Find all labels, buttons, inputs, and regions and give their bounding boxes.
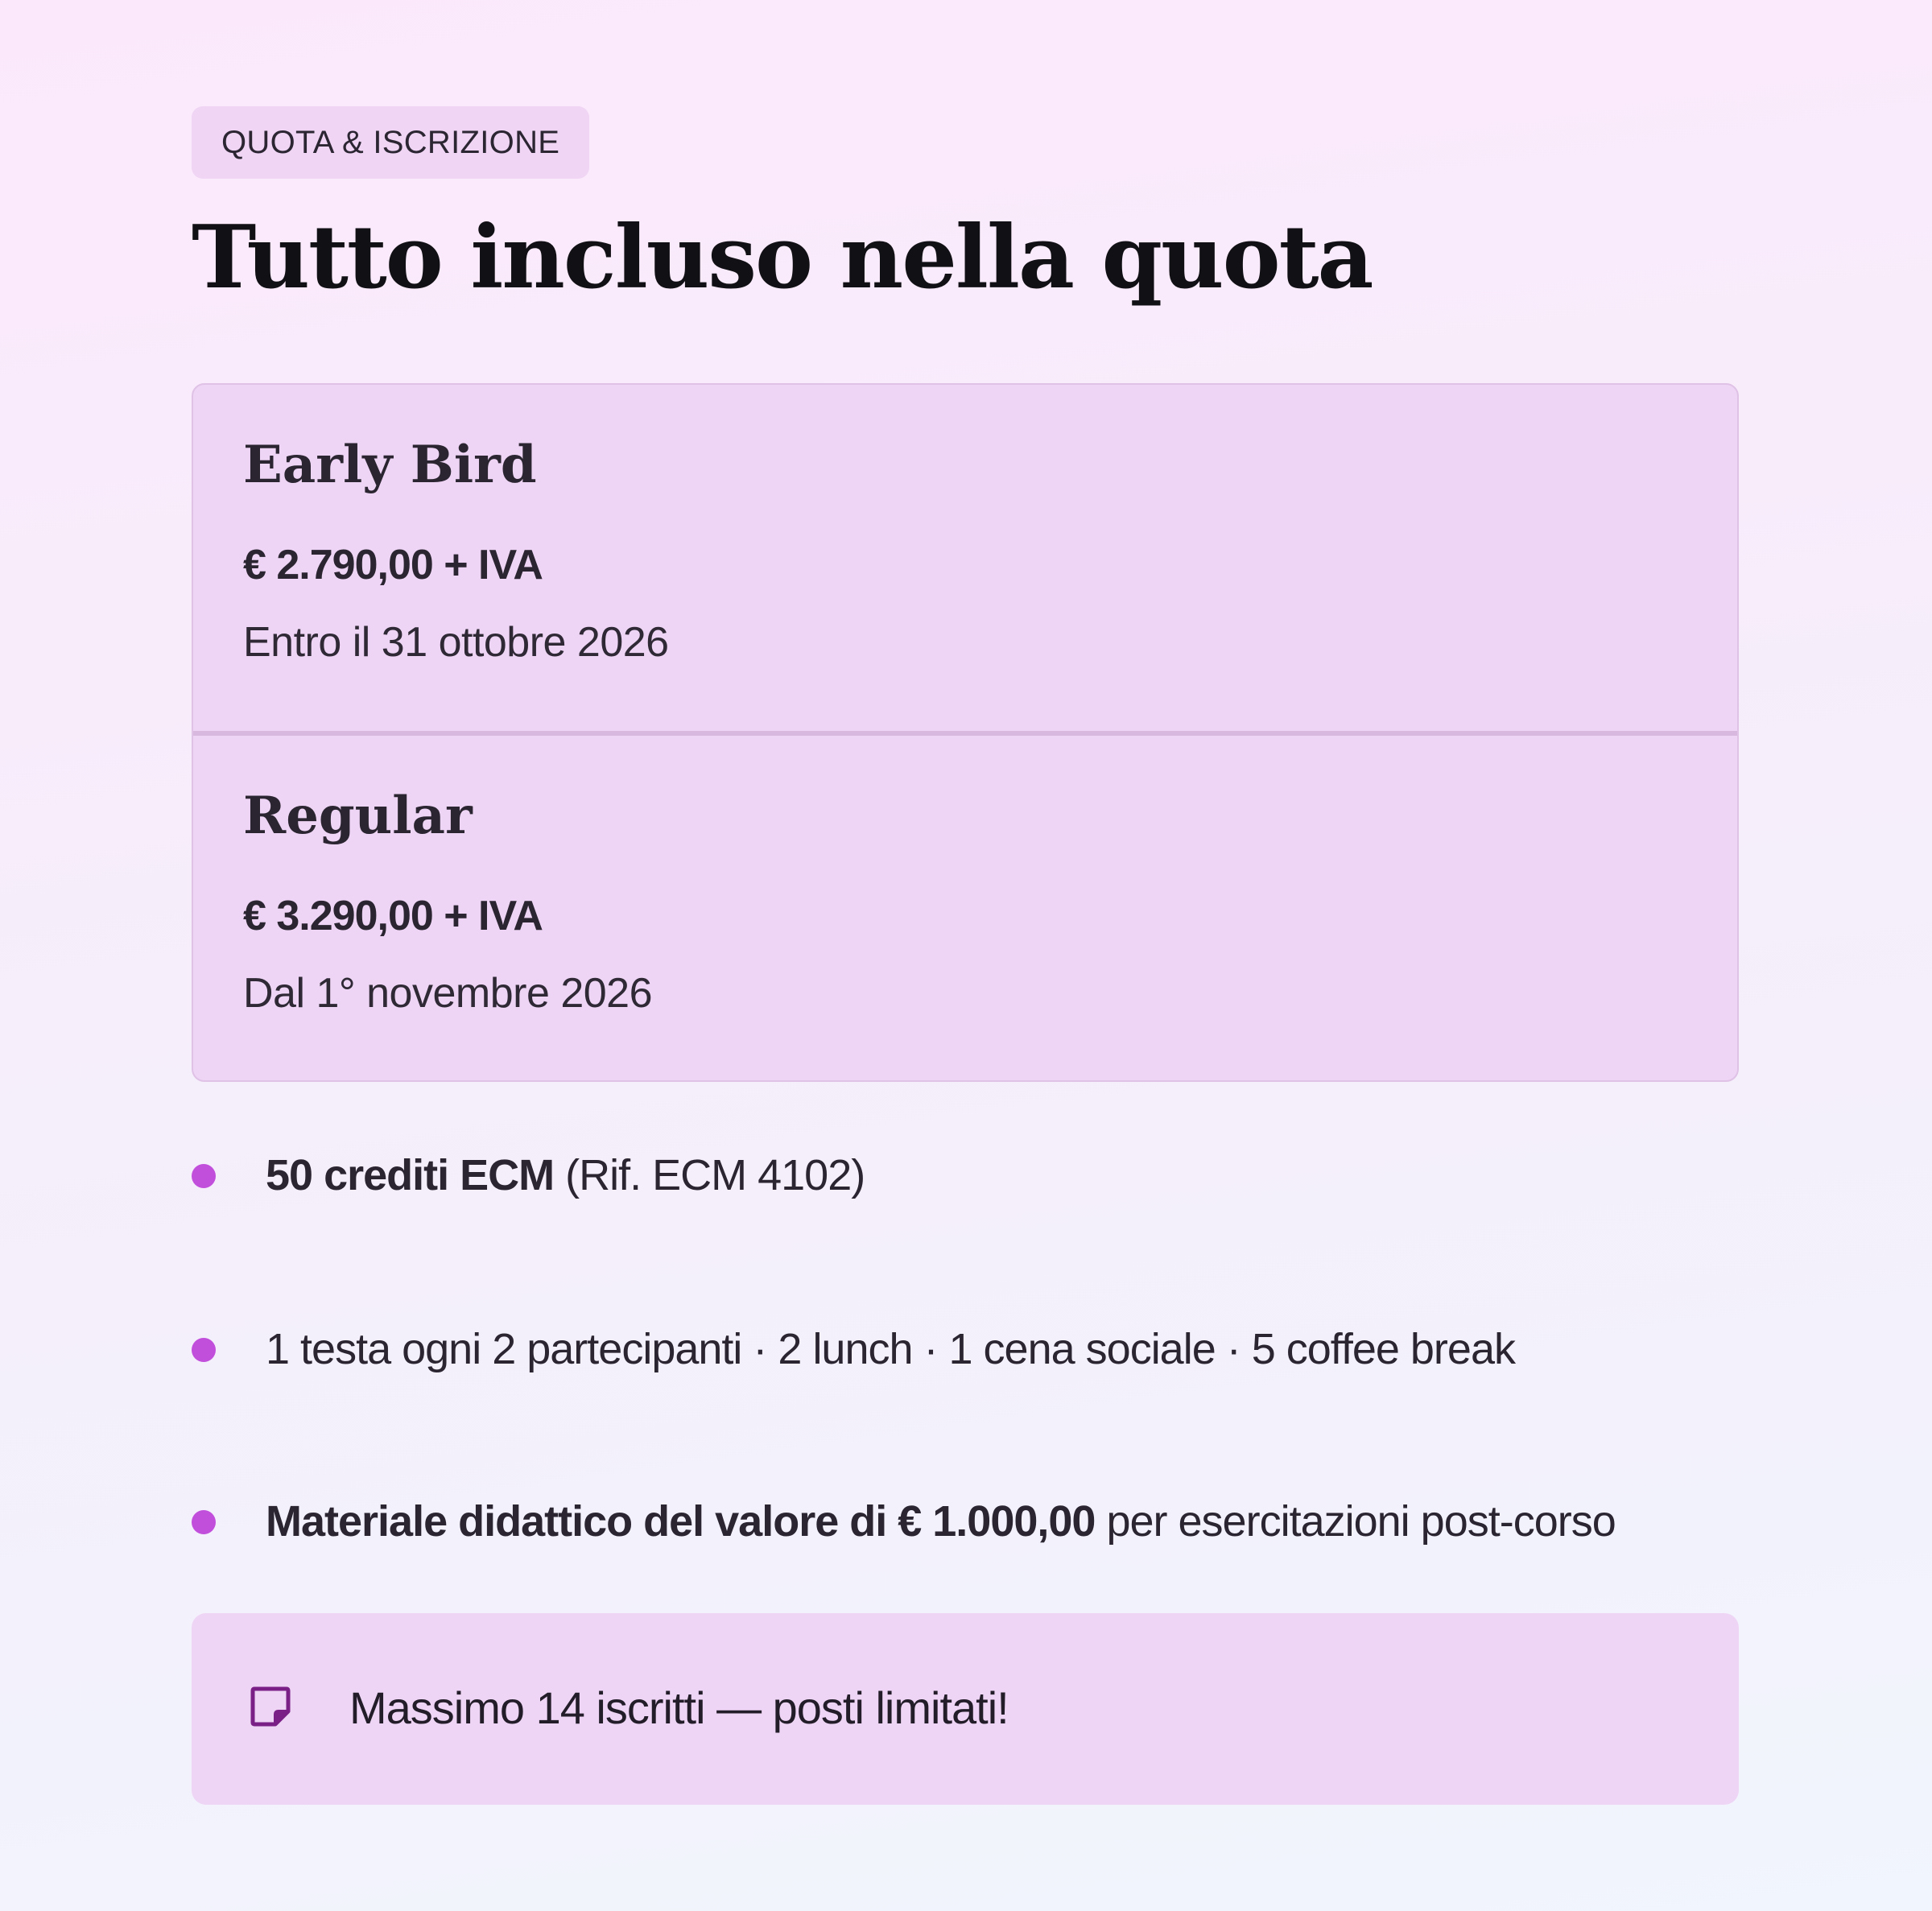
list-item-rest: per esercitazioni post-corso xyxy=(1095,1497,1616,1546)
bullet-dot-icon xyxy=(192,1510,216,1534)
list-item-text xyxy=(266,1489,1616,1554)
list-item-bold: 50 crediti ECM xyxy=(266,1151,555,1199)
list-item xyxy=(192,1489,1739,1554)
tier-name: Regular xyxy=(243,786,473,846)
tier-price: € 2.790,00 + IVA xyxy=(243,542,543,588)
sticky-note-icon xyxy=(248,1684,293,1729)
page-title: Tutto incluso nella quota xyxy=(192,207,1373,308)
list-item-text xyxy=(266,1317,1515,1381)
bullet-dot-icon xyxy=(192,1338,216,1362)
section-eyebrow: QUOTA & ISCRIZIONE xyxy=(192,106,589,179)
tier-price: € 3.290,00 + IVA xyxy=(243,893,543,939)
bullet-dot-icon xyxy=(192,1164,216,1188)
notice-box xyxy=(192,1613,1739,1805)
list-item xyxy=(192,1143,1739,1207)
list-item-text xyxy=(266,1143,865,1207)
pricing-card xyxy=(192,383,1739,1082)
tier-deadline: Entro il 31 ottobre 2026 xyxy=(243,619,669,666)
list-item-rest: 1 testa ogni 2 partecipanti · 2 lunch · 1 cena sociale · 5 coffee break xyxy=(266,1325,1515,1373)
pricing-tier-regular xyxy=(193,736,1737,1082)
tier-name: Early Bird xyxy=(243,435,537,495)
list-item-rest: (Rif. ECM 4102) xyxy=(554,1151,865,1199)
list-item xyxy=(192,1317,1739,1381)
notice-text: Massimo 14 iscritti — posti limitati! xyxy=(349,1682,1009,1733)
list-item-bold: Materiale didattico del valore di € 1.000,00 xyxy=(266,1497,1096,1546)
pricing-tier-early-bird xyxy=(193,385,1737,731)
tier-deadline: Dal 1° novembre 2026 xyxy=(243,970,652,1017)
